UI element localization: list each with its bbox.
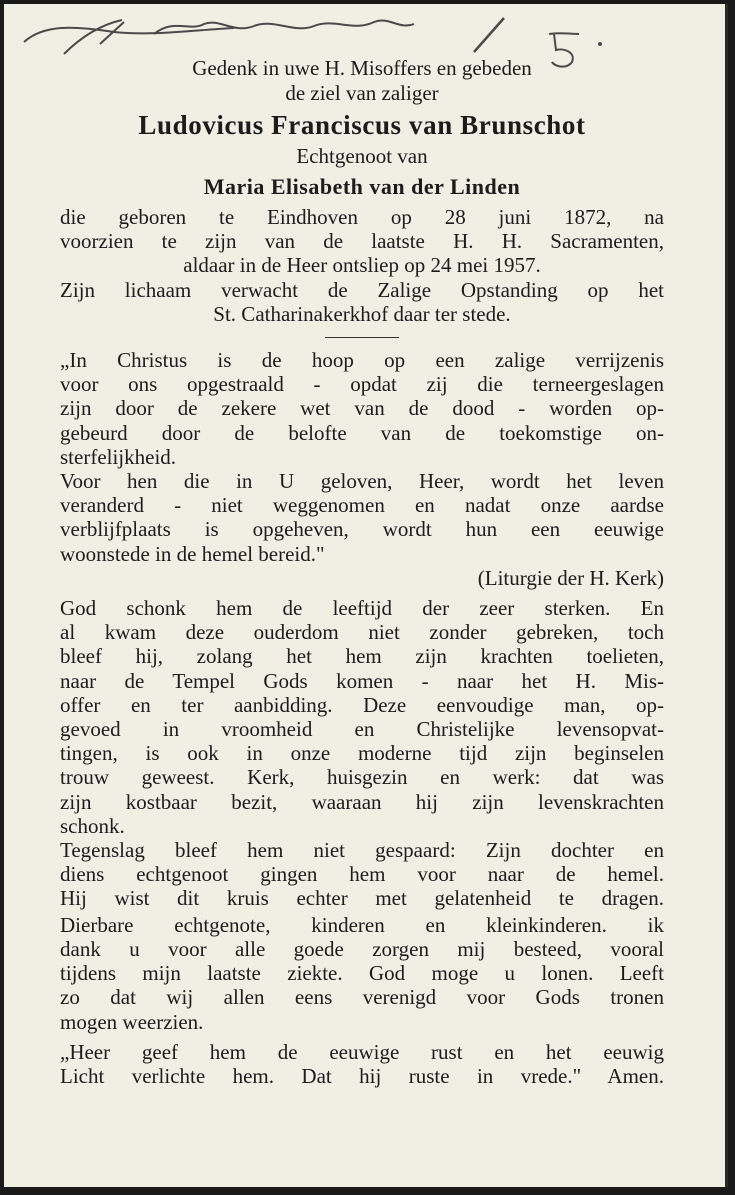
- bio-paragraph: [60, 205, 664, 326]
- tribute-paragraph: [60, 596, 664, 838]
- quote-line: verblijfplaats is opgeheven, wordt hun een eeuwige: [60, 517, 664, 542]
- tribute-line: zijn kostbaar bezit, waaraan hij zijn levenskrachten: [60, 789, 664, 814]
- farewell-paragraph: [60, 913, 664, 1034]
- divider: [325, 337, 399, 338]
- quote-line: Voor hen die in U geloven, Heer, wordt het leven: [60, 469, 664, 494]
- tribute-line: naar de Tempel Gods komen - naar het H. Mis-: [60, 668, 664, 693]
- bio-line: Zijn lichaam verwacht de Zalige Opstanding op het: [60, 277, 664, 302]
- memorial-card: [4, 4, 728, 1187]
- hardship-line: Tegenslag bleef hem niet gespaard: Zijn dochter en: [60, 838, 664, 863]
- prayer-line: „Heer geef hem de eeuwige rust en het eeuwig: [60, 1039, 664, 1064]
- spouse-name: Maria Elisabeth van der Linden: [203, 174, 521, 199]
- tribute-line: offer en ter aanbidding. Deze eenvoudige man, op-: [60, 692, 664, 717]
- card-text: [60, 56, 664, 1088]
- tribute-line: al kwam deze ouderdom niet zonder gebreken, toch: [60, 620, 664, 645]
- tribute-line: tingen, is ook in onze moderne tijd zijn beginselen: [60, 741, 664, 766]
- deceased-name: Ludovicus Franciscus van Brunschot: [138, 110, 586, 140]
- hardship-line: diens echtgenoot gingen hem voor naar de hemel.: [60, 862, 664, 887]
- farewell-line: mogen weerzien.: [60, 1009, 204, 1034]
- prayer-line: Licht verlichte hem. Dat hij ruste in vrede." Amen.: [60, 1063, 664, 1088]
- prayer-paragraph: [60, 1040, 664, 1088]
- bio-line: St. Catharinakerkhof daar ter stede.: [213, 301, 511, 326]
- farewell-line: Dierbare echtgenote, kinderen en kleinkinderen. ik: [60, 912, 664, 937]
- tribute-line: God schonk hem de leeftijd der zeer sterken. En: [60, 596, 664, 621]
- quote-line: zijn door de zekere wet van de dood - worden op-: [60, 396, 664, 421]
- intro-line-2: de ziel van zaliger: [285, 81, 439, 105]
- tribute-line: bleef hij, zolang het hem zijn krachten toelieten,: [60, 644, 664, 669]
- quote-line: „In Christus is de hoop op een zalige verrijzenis: [60, 348, 664, 373]
- bio-line: aldaar in de Heer ontsliep op 24 mei 1957.: [183, 253, 541, 278]
- quote-line: voor ons opgestraald - opdat zij die terneergeslagen: [60, 372, 664, 397]
- quote-line: woonstede in de hemel bereid.": [60, 541, 325, 566]
- quote-line: gebeurd door de belofte van de toekomstige on-: [60, 420, 664, 445]
- tribute-line: schonk.: [60, 813, 125, 838]
- bio-line: voorzien te zijn van de laatste H. H. Sacramenten,: [60, 229, 664, 254]
- bio-line: die geboren te Eindhoven op 28 juni 1872, na: [60, 205, 664, 229]
- farewell-line: tijdens mijn laatste ziekte. God moge u lonen. Leeft: [60, 961, 664, 986]
- quote-line: veranderd - niet weggenomen en nadat onze aardse: [60, 493, 664, 518]
- quote-paragraph: [60, 348, 664, 590]
- hardship-paragraph: [60, 838, 664, 911]
- intro-line-1: Gedenk in uwe H. Misoffers en gebeden: [192, 56, 532, 80]
- spouse-label: Echtgenoot van: [296, 144, 428, 168]
- quote-source: (Liturgie der H. Kerk): [477, 565, 664, 590]
- farewell-line: dank u voor alle goede zorgen mij besteed, vooral: [60, 936, 664, 961]
- tribute-line: gevoed in vroomheid en Christelijke levensopvat-: [60, 717, 664, 742]
- farewell-line: zo dat wij allen eens verenigd voor Gods tronen: [60, 985, 664, 1010]
- hardship-line: Hij wist dit kruis echter met gelatenheid te dragen.: [60, 886, 664, 911]
- quote-line: sterfelijkheid.: [60, 444, 177, 469]
- tribute-line: trouw geweest. Kerk, huisgezin en werk: dat was: [60, 765, 664, 790]
